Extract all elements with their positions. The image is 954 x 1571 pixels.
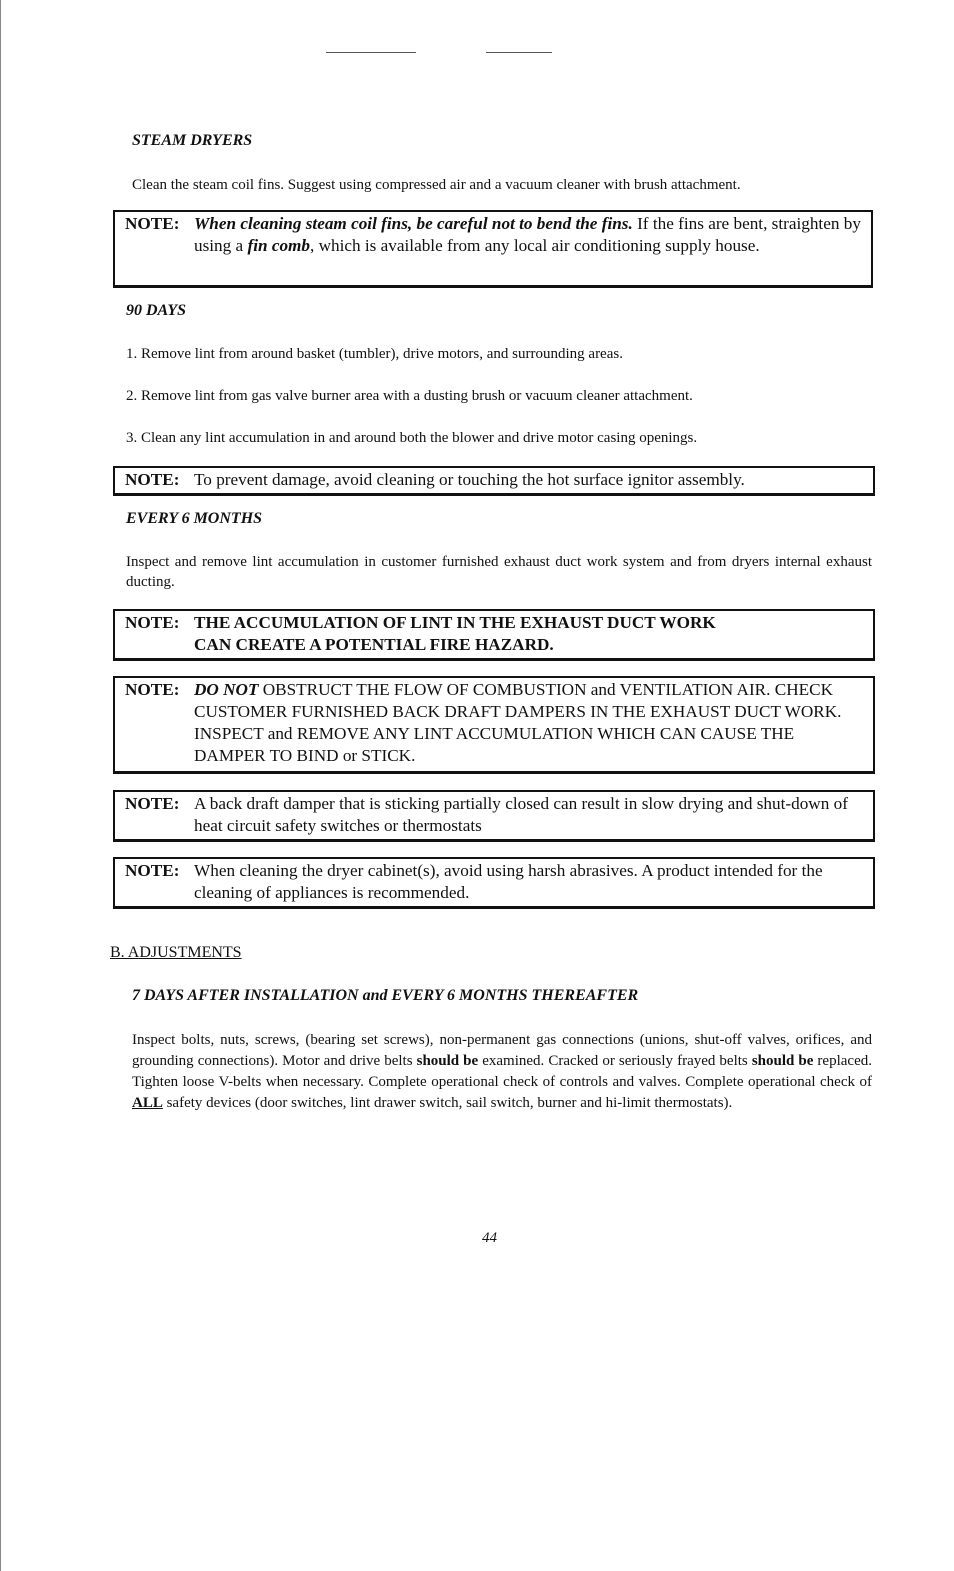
note-text-part: OBSTRUCT THE FLOW OF COMBUSTION and VENTILATION AIR. CHECK CUSTOMER FURNISHED BACK DRAFT DAMPERS IN THE EXHAUST DUCT WORK. INSPECT and REMOVE ANY LINT ACCUMULATION WHICH CAN CAUSE THE DAMPER TO BIND or STICK.	[194, 680, 842, 765]
adjustments-section-title: B. ADJUSTMENTS	[110, 944, 242, 961]
note-label: NOTE:	[125, 861, 180, 880]
note-emphasis: DO NOT	[194, 680, 259, 699]
note-label: NOTE:	[125, 794, 180, 813]
page-number: 44	[482, 1230, 497, 1246]
note-label: NOTE:	[125, 680, 180, 699]
every-six-months-text: Inspect and remove lint accumulation in customer furnished exhaust duct work system and from dryers internal exhaust ducting.	[126, 554, 872, 590]
note-text	[194, 679, 867, 767]
bold-text: should be	[416, 1053, 479, 1069]
ninety-days-heading: 90 DAYS	[126, 302, 187, 319]
bold-text: should be	[751, 1053, 814, 1069]
scan-artifact-line	[486, 52, 552, 53]
note-text: A back draft damper that is sticking partially closed can result in slow drying and shut-down of heat circuit safety switches or thermostats	[194, 794, 848, 835]
note-text	[194, 213, 865, 257]
note-box-cabinet-cleaning	[113, 857, 875, 909]
note-text: When cleaning the dryer cabinet(s), avoid using harsh abrasives. A product intended for the cleaning of appliances is recommended.	[194, 861, 823, 902]
note-box-fire-hazard	[113, 609, 875, 661]
list-item: 2. Remove lint from gas valve burner area with a dusting brush or vacuum cleaner attachment.	[126, 388, 693, 404]
list-item: 3. Clean any lint accumulation in and around both the blower and drive motor casing openings.	[126, 430, 698, 446]
text-part: replaced. Tighten loose V-belts when necessary. Complete operational check of controls and valves. Complete operational check of	[132, 1053, 872, 1090]
text-part: safety devices (door switches, lint drawer switch, sail switch, burner and hi-limit thermostats).	[162, 1095, 733, 1111]
bold-underlined-text: ALL	[132, 1095, 163, 1111]
note-text-part: , which is available from any local air conditioning supply house.	[310, 236, 760, 255]
steam-dryers-heading: STEAM DRYERS	[132, 132, 253, 149]
note-label: NOTE:	[125, 613, 180, 632]
scan-artifact-line	[326, 52, 416, 53]
note-label: NOTE:	[125, 214, 180, 233]
note-box-combustion-air	[113, 676, 875, 774]
every-six-months-heading: EVERY 6 MONTHS	[126, 510, 263, 527]
list-item: 1. Remove lint from around basket (tumbler), drive motors, and surrounding areas.	[126, 346, 623, 362]
note-emphasis: fin comb	[247, 236, 311, 255]
note-box-ignitor	[113, 466, 875, 496]
note-box-steam-fins	[113, 210, 873, 288]
text-part: examined. Cracked or seriously frayed belts	[478, 1053, 752, 1069]
note-text: THE ACCUMULATION OF LINT IN THE EXHAUST DUCT WORK CAN CREATE A POTENTIAL FIRE HAZARD.	[194, 613, 716, 654]
note-box-back-draft-damper	[113, 790, 875, 842]
scan-edge	[0, 0, 1, 1571]
note-text-part: If the fins are bent, straighten by using a	[194, 214, 861, 255]
note-label: NOTE:	[125, 470, 180, 489]
text-part: Inspect bolts, nuts, screws, (bearing set screws), non-permanent gas connections (unions, shut-off valves, orifices, and grounding connections). Motor and drive belts	[132, 1032, 872, 1069]
note-emphasis: When cleaning steam coil fins, be careful not to bend the fins.	[194, 214, 633, 233]
adjustments-text	[132, 1030, 872, 1114]
adjustments-heading: 7 DAYS AFTER INSTALLATION and EVERY 6 MONTHS THEREAFTER	[132, 987, 639, 1004]
note-text: To prevent damage, avoid cleaning or touching the hot surface ignitor assembly.	[194, 470, 745, 489]
steam-dryers-text: Clean the steam coil fins. Suggest using compressed air and a vacuum cleaner with brush attachment.	[132, 177, 741, 193]
